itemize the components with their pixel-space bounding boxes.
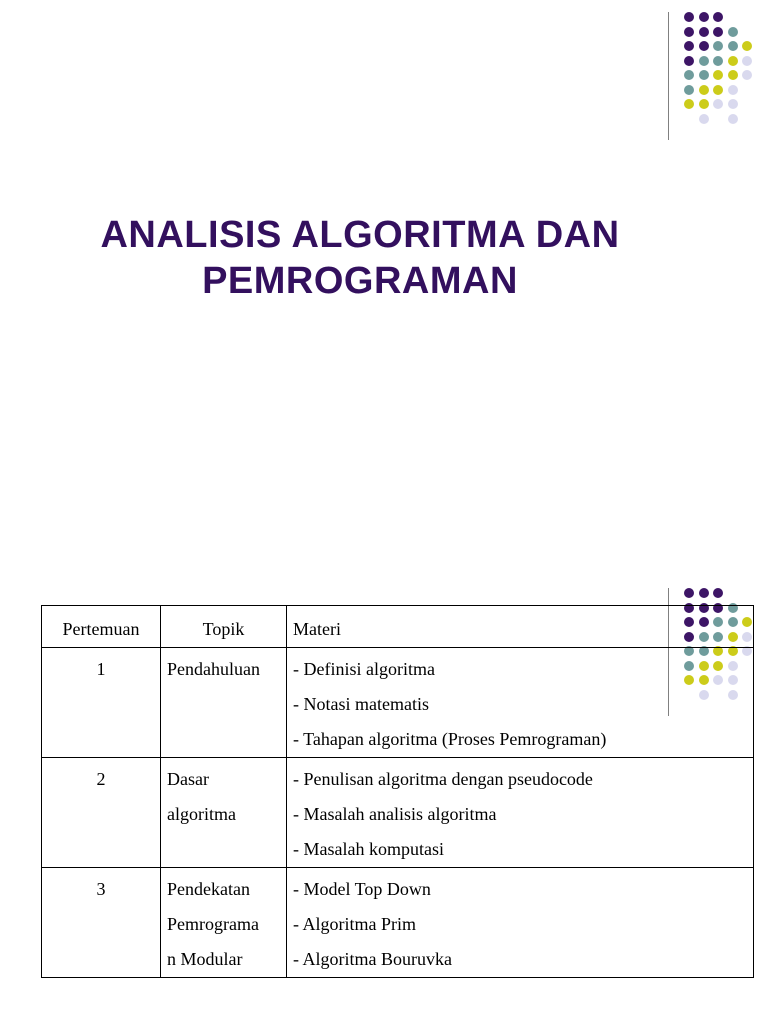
decorative-dot: [684, 41, 694, 51]
cell-pertemuan: 3: [42, 868, 161, 978]
decorative-dot: [684, 56, 694, 66]
cell-pertemuan: 1: [42, 648, 161, 758]
decorative-dot: [713, 27, 723, 37]
decorative-dot: [728, 27, 738, 37]
decorative-dot: [728, 56, 738, 66]
header-topik: Topik: [161, 606, 287, 648]
decorative-dot: [699, 70, 709, 80]
cell-topik: Pendahuluan: [161, 648, 287, 758]
header-pertemuan: Pertemuan: [42, 606, 161, 648]
decorative-dot: [742, 56, 752, 66]
cell-pertemuan: 2: [42, 758, 161, 868]
decorative-dot: [728, 41, 738, 51]
decorative-dot: [713, 12, 723, 22]
table-row: [42, 868, 754, 978]
schedule-table: [41, 605, 754, 978]
decorative-dot: [684, 99, 694, 109]
slide-title: [40, 212, 680, 304]
decorative-dot: [742, 41, 752, 51]
decorative-dot: [699, 56, 709, 66]
decorative-dot: [713, 85, 723, 95]
decorative-dot: [713, 56, 723, 66]
decorative-dot: [699, 114, 709, 124]
divider-line-top: [668, 12, 669, 140]
decorative-dot: [699, 99, 709, 109]
decorative-dot: [699, 41, 709, 51]
decorative-dot: [699, 12, 709, 22]
cell-materi: - Model Top Down - Algoritma Prim - Algoritma Bouruvka: [287, 868, 754, 978]
cell-topik: Dasar algoritma: [161, 758, 287, 868]
cell-topik: Pendekatan Pemrograma n Modular: [161, 868, 287, 978]
decorative-dot: [684, 12, 694, 22]
slide-title-line-1: ANALISIS ALGORITMA DAN: [100, 214, 620, 256]
header-materi: Materi: [287, 606, 754, 648]
decorative-dot: [713, 41, 723, 51]
decorative-dot: [699, 85, 709, 95]
decorative-dot: [742, 70, 752, 80]
decorative-dot: [713, 588, 723, 598]
cell-materi: - Definisi algoritma - Notasi matematis - Tahapan algoritma (Proses Pemrograman): [287, 648, 754, 758]
decorative-dot: [684, 70, 694, 80]
decorative-dot: [728, 114, 738, 124]
table-row: [42, 648, 754, 758]
table-row: [42, 758, 754, 868]
decorative-dot: [699, 27, 709, 37]
decorative-dot: [699, 588, 709, 598]
slide-title-line-2: PEMROGRAMAN: [202, 260, 518, 302]
decorative-dot: [713, 70, 723, 80]
decorative-dot: [684, 27, 694, 37]
decorative-dot: [684, 588, 694, 598]
decorative-dot: [713, 99, 723, 109]
decorative-dot: [728, 70, 738, 80]
table-header-row: [42, 606, 754, 648]
decorative-dot: [728, 85, 738, 95]
decorative-dot: [684, 85, 694, 95]
decorative-dot: [728, 99, 738, 109]
cell-materi: - Penulisan algoritma dengan pseudocode - Masalah analisis algoritma - Masalah komputasi: [287, 758, 754, 868]
